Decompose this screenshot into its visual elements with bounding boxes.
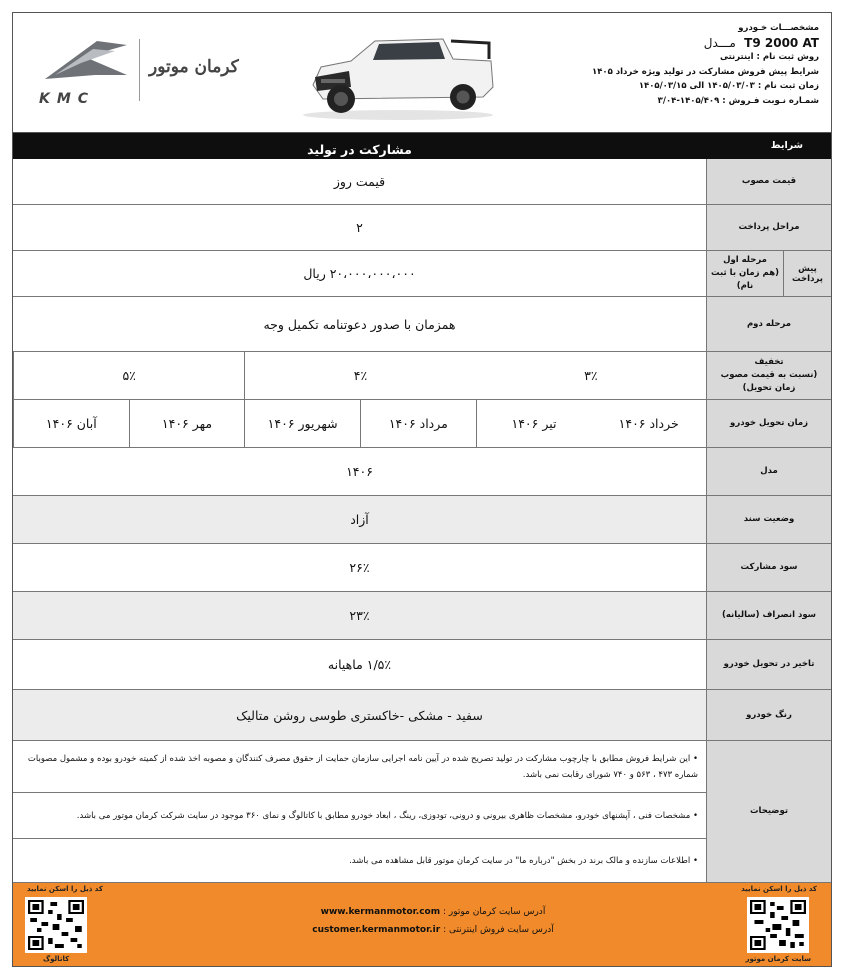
approved-price-value: قیمت روز — [333, 174, 386, 189]
delivery-label: زمان تحویل خودرو — [706, 400, 831, 447]
discount-cell: ۳٪ — [584, 368, 598, 383]
delivery-cell: مرداد ۱۴۰۶ — [360, 400, 476, 447]
spec-title: مشخصـــات خـودرو — [738, 23, 819, 33]
shop-line — [283, 921, 583, 939]
conditions-title-bar — [13, 133, 831, 159]
brand-mark: KMC — [39, 91, 96, 107]
document-status-label: وضعیت سند — [706, 496, 831, 543]
stage1-note: (هم زمان با ثبت نام) — [711, 268, 779, 291]
discount-label: تخفیف — [754, 357, 784, 367]
note-item: • این شرایط فروش مطابق با چارچوب مشارکت در تولید تصریح شده در آیین نامه اجرایی سازمان حمایت از حقوق مصرف کنندگان و مصوبه اخذ شده از کمیته خودرو بوده و مشمول مصوبات شماره ۴۷۳ ، ۵۶۳ و ۷۴۰ شورای رقابت نمی باشد. — [13, 741, 706, 793]
delivery-cell: خرداد ۱۴۰۶ — [618, 416, 679, 431]
cancellation-profit-label: سود انصراف (سالیانه) — [706, 592, 831, 639]
model-line — [519, 36, 819, 51]
model-year-value: ۱۴۰۶ — [346, 464, 373, 479]
row-document-status — [13, 496, 831, 544]
delivery-delay-value: ۱/۵٪ ماهیانه — [327, 657, 392, 672]
vehicle-spec-block — [519, 21, 819, 108]
conditions-label: شرایط — [770, 140, 803, 151]
cancellation-profit-value: ۲۳٪ — [13, 592, 706, 639]
footer — [13, 883, 831, 966]
payment-stages-label: مراحل پرداخت — [706, 205, 831, 250]
brand-logo — [31, 35, 239, 111]
row-notes — [13, 741, 831, 883]
row-approved-price — [13, 159, 831, 205]
stage1-value: ۲۰،۰۰۰،۰۰۰،۰۰۰ ریال — [303, 266, 416, 281]
row-stage2 — [13, 297, 831, 352]
model-year-label: مدل — [706, 448, 831, 495]
sales-conditions-sheet — [12, 12, 832, 967]
discount-note: (نسبت به قیمت مصوب زمان تحویل) — [720, 370, 818, 393]
row-prepayment-stage1 — [13, 251, 831, 297]
row-payment-stages — [13, 205, 831, 251]
notes-label: توضیحات — [706, 741, 831, 882]
stage2-label: مرحله دوم — [706, 297, 831, 351]
note-item: • اطلاعات سازنده و مالک برند در بخش "درباره ما" در سایت کرمان موتور قابل مشاهده می باشد. — [349, 856, 698, 866]
stage2-value: همزمان با صدور دعوتنامه تکمیل وجه — [263, 316, 456, 332]
discount-cells — [13, 352, 706, 399]
discount-cell: ۵٪ — [13, 352, 244, 399]
brand-name: کرمان موتور — [149, 57, 239, 77]
model-value: T9 2000 AT — [744, 35, 819, 50]
footer-addresses — [283, 903, 583, 939]
catalog-qr-code[interactable] — [25, 897, 87, 953]
delivery-cells — [13, 400, 706, 447]
shop-url[interactable]: customer.kermanmotor.ir — [312, 925, 441, 935]
registration-time: زمان ثبت نام : ۱۴۰۵/۰۳/۰۳ الی ۱۴۰۵/۰۳/۱۵ — [638, 81, 819, 91]
participation-profit-label: سود مشارکت — [706, 544, 831, 591]
delivery-cell: مهر ۱۴۰۶ — [129, 400, 245, 447]
website-label: آدرس سایت کرمان موتور : — [442, 907, 546, 917]
row-model-year — [13, 448, 831, 496]
row-participation-profit — [13, 544, 831, 592]
logo-separator — [139, 39, 140, 101]
scan-caption-right: کد ذیل را اسکن نمایید — [741, 885, 817, 893]
header — [13, 13, 831, 133]
delivery-cell: تیر ۱۴۰۶ — [476, 400, 592, 447]
sale-conditions: شرایط پیش فروش مشارکت در تولید ویژه خرداد ۱۴۰۵ — [592, 66, 819, 77]
sales-number: شمـاره نـوبت فـروش : ۱۴۰۵/۴۰۹-۳/۰۴ — [657, 95, 819, 106]
scan-caption-left: کد ذیل را اسکن نمایید — [27, 885, 103, 893]
row-discount — [13, 352, 831, 400]
payment-stages-value: ۲ — [356, 220, 363, 235]
site-qr-label: سایت کرمان موتور — [745, 955, 811, 963]
website-url[interactable]: www.kermanmotor.com — [320, 907, 441, 917]
catalog-qr-label: کاتالوگ — [43, 955, 70, 963]
color-label: رنگ خودرو — [706, 690, 831, 740]
shop-label: آدرس سایت فروش اینترنتی : — [443, 925, 554, 935]
website-line — [283, 903, 583, 921]
pickup-truck-image — [293, 27, 503, 122]
note-item: • مشخصات فنی ، آپشنهای خودرو، مشخصات ظاهری بیرونی و درونی، تودوزی، رینگ ، ابعاد خودرو مطابق با کاتالوگ و نمای ۳۶۰ موجود در سایت شرکت کرمان موتور می باشد. — [13, 793, 706, 839]
participation-profit-value: ۲۶٪ — [349, 560, 370, 575]
approved-price-label: قیمت مصوب — [706, 159, 831, 204]
row-delivery — [13, 400, 831, 448]
delivery-delay-label: تاخیر در تحویل خودرو — [706, 640, 831, 689]
delivery-cell: آبان ۱۴۰۶ — [13, 400, 129, 447]
delivery-cell: شهریور ۱۴۰۶ — [244, 400, 360, 447]
conditions-value: مشارکت در تولید — [307, 142, 412, 157]
row-delivery-delay — [13, 640, 831, 690]
notes-list — [13, 741, 706, 883]
row-color — [13, 690, 831, 741]
discount-cell: ۴٪ — [244, 352, 475, 399]
row-cancellation-profit — [13, 592, 831, 640]
color-value: سفید - مشکی -خاکستری طوسی روشن متالیک — [13, 690, 706, 740]
document-status-value: آزاد — [13, 496, 706, 543]
site-qr-code[interactable] — [747, 897, 809, 953]
stage1-label: مرحله اول — [723, 255, 767, 265]
registration-method: روش ثبت نام : اینترنتی — [719, 52, 819, 62]
model-label: مـــدل — [703, 35, 736, 50]
discount-label-cell — [706, 352, 831, 399]
prepayment-label: پیش پرداخت — [783, 251, 831, 296]
prepayment-stage1-label-cell — [706, 251, 783, 296]
